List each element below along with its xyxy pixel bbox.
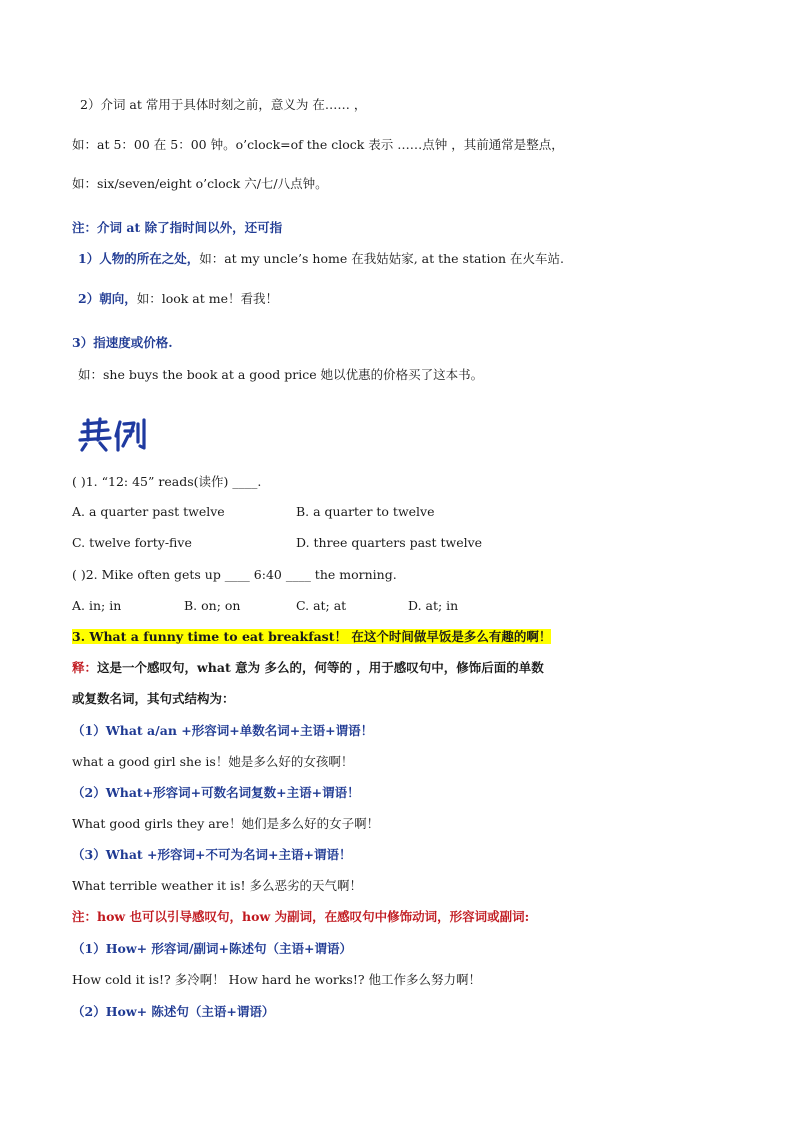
- exercise-2-question: ( )2. Mike often gets up ____ 6:40 ____ the morning.: [72, 567, 397, 582]
- exercise-1-option-a: A. a quarter past twelve: [72, 504, 225, 519]
- exercise-2-option-d: D. at; in: [408, 598, 459, 613]
- structure-3-example: What terrible weather it is! 多么恶劣的天气啊！: [72, 878, 362, 893]
- exercise-2-option-b: B. on; on: [184, 598, 241, 613]
- how-structure-1-example: How cold it is!? 多冷啊！ How hard he works!? 他工作多么努力啊！: [72, 972, 482, 987]
- exercise-2-option-c: C. at; at: [296, 598, 347, 613]
- note-at-title: 注：介词 at 除了指时间以外，还可指: [72, 220, 283, 235]
- exercise-1-question: ( )1. “12: 45” reads(读作) ____.: [72, 474, 262, 489]
- structure-2-example: What good girls they are！她们是多么好的女子啊！: [72, 816, 380, 831]
- at-rule-line: 2）介词 at 常用于具体时刻之前，意义为 在…… ，: [80, 97, 367, 112]
- section-3-explanation-2: 或复数名词，其句式结构为：: [72, 691, 235, 706]
- exercise-1-option-b: B. a quarter to twelve: [296, 504, 435, 519]
- note-at-point-1-label: 1）人物的所在之处，: [78, 251, 200, 266]
- explanation-text-1: 这是一个感叹句，what 意为 多么的，何等的 ，用于感叹句中，修饰后面的单数: [97, 660, 544, 675]
- note-at-point-1-text: 如：at my uncle’s home 在我姑姑家, at the station 在火车站.: [199, 251, 564, 266]
- note-at-point-2-text: 如：look at me！看我！: [136, 291, 278, 306]
- how-structure-2: （2）How+ 陈述句（主语+谓语）: [72, 1004, 275, 1019]
- section-3-heading-text: 3. What a funny time to eat breakfast！ 在这个时间做早饭是多么有趣的啊！: [72, 629, 552, 644]
- how-note: 注：how 也可以引导感叹句，how 为副词，在感叹句中修饰动词，形容词或副词:: [72, 909, 530, 924]
- example-logo-icon: [76, 416, 150, 454]
- exercise-1-option-c: C. twelve forty-five: [72, 535, 192, 550]
- exercise-1-option-d: D. three quarters past twelve: [296, 535, 483, 550]
- note-at-point-2-label: 2）朝向，: [78, 291, 137, 306]
- oclock-example-line: 如：six/seven/eight o’clock 六/七/八点钟。: [72, 176, 328, 191]
- section-3-explanation-1: [72, 659, 544, 677]
- structure-2: （2）What+形容词+可数名词复数+主语+谓语！: [72, 785, 360, 800]
- note-at-point-2: [78, 290, 278, 308]
- section-3-heading: [72, 628, 551, 646]
- structure-1: （1）What a/an +形容词+单数名词+主语+谓语！: [72, 723, 374, 738]
- exercise-2-option-a: A. in; in: [72, 598, 122, 613]
- note-at-point-1: [78, 250, 564, 268]
- how-structure-1: （1）How+ 形容词/副词+陈述句（主语+谓语）: [72, 941, 352, 956]
- explanation-label: 释：: [72, 660, 98, 675]
- note-at-point-3-label: 3）指速度或价格.: [72, 335, 173, 350]
- structure-3: （3）What +形容词+不可为名词+主语+谓语！: [72, 847, 352, 862]
- structure-1-example: what a good girl she is！她是多么好的女孩啊！: [72, 754, 354, 769]
- note-at-point-3-text: 如：she buys the book at a good price 她以优惠的价格买了这本书。: [78, 367, 484, 382]
- at-example-line: 如：at 5：00 在 5：00 钟。o’clock=of the clock 表示 ……点钟 ，其前通常是整点，: [72, 137, 564, 152]
